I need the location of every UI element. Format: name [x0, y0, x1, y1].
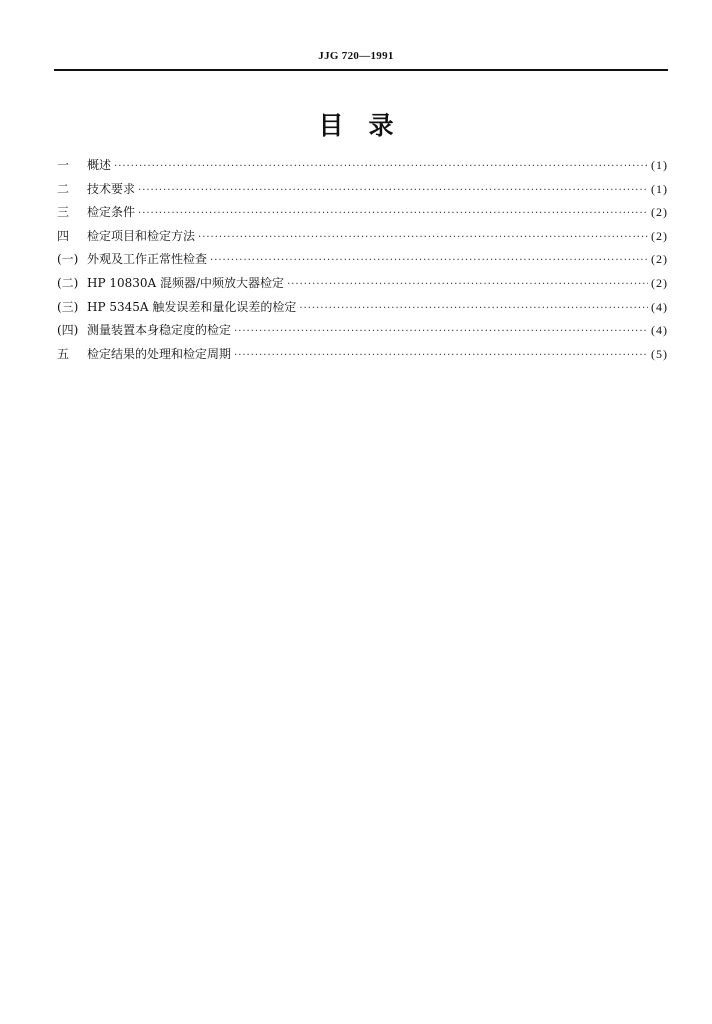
- toc-section-title: 检定结果的处理和检定周期: [87, 346, 232, 361]
- toc-leader-dots: [299, 303, 648, 314]
- standard-code: JJG 720—1991: [318, 50, 394, 62]
- toc-entry-2[interactable]: [57, 180, 668, 204]
- toc-entry-4-4[interactable]: [57, 321, 668, 345]
- toc-page-number: (1): [651, 158, 668, 172]
- toc-section-title: 测量装置本身稳定度的检定: [87, 323, 232, 338]
- toc-page-number: (2): [651, 205, 668, 220]
- toc-section-number: 五: [57, 346, 70, 361]
- toc-section-title: HP 5345A 触发误差和量化误差的检定: [87, 299, 297, 314]
- toc-entry-3[interactable]: [57, 203, 668, 227]
- toc-page-number: (4): [651, 299, 668, 314]
- toc-section-title: 检定项目和检定方法: [87, 228, 196, 243]
- toc-page-number: (2): [651, 275, 668, 290]
- toc-section-number: 四: [57, 228, 70, 243]
- page-title: 目 录: [318, 111, 394, 140]
- toc-subsection-number: (三): [57, 299, 79, 314]
- toc-leader-dots: [234, 326, 648, 337]
- toc-leader-dots: [138, 185, 648, 196]
- toc-section-title: HP 10830A 混频器/中频放大器检定: [87, 275, 285, 290]
- toc-page-number: (4): [651, 323, 668, 338]
- toc-subsection-number: (二): [57, 275, 79, 290]
- header-rule: [54, 69, 668, 71]
- toc-page-number: (1): [651, 181, 668, 196]
- toc-leader-dots: [138, 208, 648, 219]
- toc-subsection-number: (一): [57, 252, 79, 267]
- toc-leader-dots: [198, 232, 648, 243]
- toc-section-number: 二: [57, 181, 70, 196]
- toc-section-title: 检定条件: [87, 205, 136, 220]
- toc-section-title: 技术要求: [87, 181, 136, 196]
- toc-section-title: 概述: [87, 158, 112, 172]
- toc-entry-5[interactable]: [57, 345, 668, 369]
- toc-page-number: (2): [651, 252, 668, 267]
- toc-page-number: (5): [651, 346, 668, 361]
- toc-entry-4[interactable]: [57, 227, 668, 251]
- toc-entry-4-2[interactable]: [57, 274, 668, 298]
- toc-subsection-number: (四): [57, 323, 79, 338]
- toc-section-number: 一: [57, 158, 70, 172]
- toc-entry-4-3[interactable]: [57, 298, 668, 322]
- toc-leader-dots: [210, 255, 648, 266]
- toc-section-number: 三: [57, 205, 70, 220]
- toc-entry-1[interactable]: [57, 156, 668, 180]
- toc-leader-dots: [287, 279, 648, 290]
- toc-leader-dots: [234, 350, 648, 361]
- table-of-contents: [57, 156, 668, 368]
- toc-entry-4-1[interactable]: [57, 250, 668, 274]
- toc-page-number: (2): [651, 228, 668, 243]
- toc-section-title: 外观及工作正常性检查: [87, 252, 208, 267]
- toc-leader-dots: [114, 161, 648, 172]
